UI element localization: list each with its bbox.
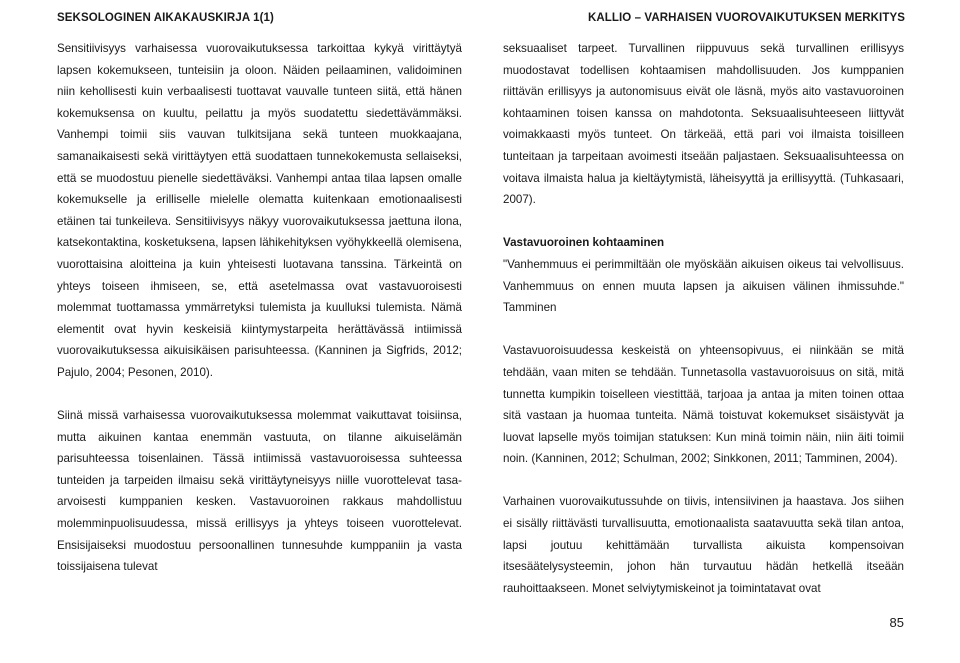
- left-column: [57, 38, 462, 578]
- body-paragraph-adult-relationship: Siinä missä varhaisessa vuorovaikutuksessa molemmat vaikuttavat toisiinsa, mutta aikuinen kantaa enemmän vastuuta, on tilanne aikuiselämän parisuhteessa toisenlainen. Tässä intiimissä vastavuoroisessa suhteessa tunteiden ja tarpeiden ilmaisu sekä virittäytyneisyys niille vuorottelevat tasa-arvoisesti kumppanien kesken. Vastavuoroinen rakkaus mahdollistuu molemminpuolisuudessa, missä erillisyys ja yhteys toiseen vuorottelevat. Ensisijaiseksi muodostuu persoonallinen tunnesuhde kumppaniin ja vasta toissijaisena tulevat: [57, 409, 462, 574]
- block-quote: "Vanhemmuus ei perimmiltään ole myöskään aikuisen oikeus tai velvollisuus. Vanhemmuus on ennen muuta lapsen ja aikuisen välinen ihmissuhde." Tamminen: [503, 257, 904, 315]
- page-number: 85: [889, 615, 904, 630]
- body-paragraph-reciprocity: Vastavuoroisuudessa keskeistä on yhteensopivuus, ei niinkään se mitä tehdään, vaan miten se tehdään. Tunnetasolla vastavuoroisuus on sitä, mitä tunnetta kumpikin toiselleen viestittää, tarjoaa ja antaa ja miten toinen ottaa sitä vastaan ja huomaa tunteita. Nämä toistuvat kokemukset sisäistyvät ja luovat lapselle myös toimijan statuksen: Kun minä toimin näin, niin äiti toimii noin. (Kanninen, 2012; Schulman, 2002; Sinkkonen, 2011; Tamminen, 2004).: [503, 344, 904, 466]
- body-paragraph-early-interaction: Varhainen vuorovaikutussuhde on tiivis, intensiivinen ja haastava. Jos siihen ei sisälly riittävästi turvallisuutta, emotionaalista saatavuutta sekä tilan antoa, lapsi joutuu kehittämään turvallista aikuista kompensoivan itsesäätelysysteemin, johon hän turvautuu hädän hetkellä itseään rauhoittaakseen. Monet selviytymiskeinot ja toimintatavat ovat: [503, 495, 904, 595]
- body-paragraph-sensitivity: Sensitiivisyys varhaisessa vuorovaikutuksessa tarkoittaa kykyä virittäytyä lapsen kokemukseen, tunteisiin ja oloon. Näiden peilaaminen, validoiminen niin kehollisesti kuin verbaalisesti tuottavat vauvalle tunteen siitä, että hänen kokemuksensa on kuultu, peilattu ja myös suodatettu siedettävämmäksi. Vanhempi toimii siis vauvan tulkitsijana sekä tunteen muokkaajana, samanaikaisesti sekä virittäytyen että suodattaen tunnekokemusta sellaiseksi, että se muodostuu pienelle siedettäväksi. Vanhempi antaa tilaa lapsen omalle kokemukselle ja erilliselle mielelle olematta kuitenkaan emotionaalisesti etäinen tai tunkeileva. Sensitiivisyys näkyy vuorovaikutuksessa jaettuna ilona, katsekontaktina, kosketuksena, lapsen lähikehityksen vyöhykkeellä olemisena, vuorottaisina aloitteina ja kuin yhteisesti luotavana tanssina. Tärkeintä on yhteys toiseen ihmiseen, se, että asetelmassa ovat vastavuoroisesti molemmat tuottamassa ymmärretyksi tulemista ja kuulluksi tulemista. Nämä elementit ovat hyvin keskeisiä kiintymystarpeita herättävässä intiimissä vuorovaikutuksessa aikuisikäisen parisuhteessa. (Kanninen ja Sigfrids, 2012; Pajulo, 2004; Pesonen, 2010).: [57, 42, 462, 379]
- body-paragraph-sexual-needs: seksuaaliset tarpeet. Turvallinen riippuvuus sekä turvallinen erillisyys muodostavat todellisen kohtaamisen mahdollisuuden. Jos kumppanien riittävän erillisyys ja autonomisuus eivät ole läsnä, myös aito vastavuoroinen kohtaaminen toisen kanssa on mahdotonta. Seksuaalisuhteeseen liittyvät voimakkaasti myös tunteet. On tärkeää, että pari voi ilmaista toisilleen tunteitaan ja tarpeitaan avoimesti itseään paljastaen. Seksuaalisuhteessa on voitava ilmaista halua ja kieltäytymistä, läheisyyttä ja erillisyyttä. (Tuhkasaari, 2007).: [503, 42, 904, 207]
- section-heading: Vastavuoroinen kohtaaminen: [503, 236, 665, 250]
- journal-title-header: SEKSOLOGINEN AIKAKAUSKIRJA 1(1): [57, 12, 274, 24]
- right-column: [503, 38, 904, 599]
- article-running-header: KALLIO – VARHAISEN VUOROVAIKUTUKSEN MERKITYS: [587, 12, 905, 24]
